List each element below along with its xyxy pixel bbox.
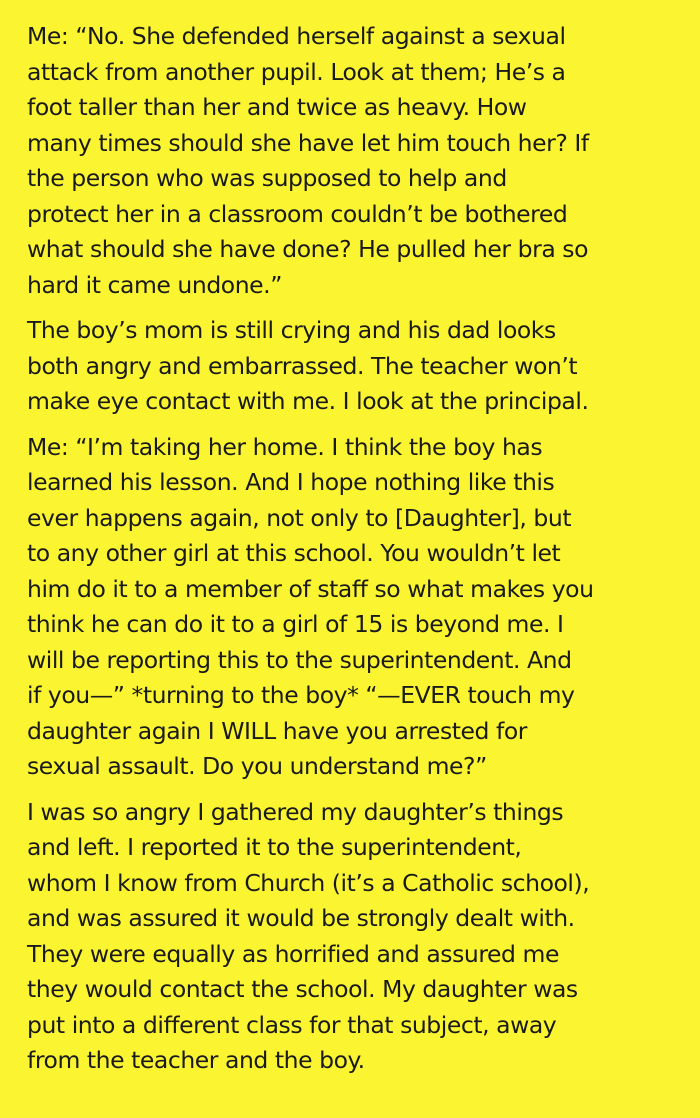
- text-line: ever happens again, not only to [Daughter], but: [27, 503, 572, 532]
- text-line: The boy’s mom is still crying and his dad looks: [27, 316, 556, 344]
- paragraph-2: [27, 313, 700, 420]
- text-line: what should she have done? He pulled her bra so: [27, 235, 589, 263]
- text-line: protect her in a classroom couldn’t be bothered: [27, 199, 568, 228]
- text-line: I was so angry I gathered my daughter’s things: [27, 797, 564, 826]
- text-line: and was assured it would be strongly dealt with.: [27, 904, 575, 932]
- text-line: sexual assault. Do you understand me?”: [27, 752, 487, 780]
- paragraph-4: [27, 795, 700, 1079]
- text-line: attack from another pupil. Look at them; He’s a: [27, 57, 566, 86]
- text-line: and left. I reported it to the superintendent,: [27, 833, 522, 861]
- text-line: will be reporting this to the superintendent. And: [27, 645, 572, 674]
- text-line: Me: “I’m taking her home. I think the boy has: [27, 432, 543, 461]
- text-line: think he can do it to a girl of 15 is beyond me. I: [27, 610, 564, 638]
- text-line: him do it to a member of staff so what makes you: [27, 574, 594, 603]
- text-line: put into a different class for that subject, away: [27, 1010, 557, 1039]
- text-line: many times should she have let him touch her? If: [27, 128, 589, 157]
- text-line: learned his lesson. And I hope nothing like this: [27, 468, 555, 496]
- text-line: Me: “No. She defended herself against a sexual: [27, 22, 566, 50]
- text-line: they would contact the school. My daughter was: [27, 975, 578, 1003]
- text-line: make eye contact with me. I look at the principal.: [27, 387, 589, 415]
- text-line: whom I know from Church (it’s a Catholic school),: [27, 868, 590, 897]
- paragraph-1: [27, 19, 700, 303]
- text-line: both angry and embarrassed. The teacher won’t: [27, 351, 578, 380]
- paragraph-3: [27, 430, 700, 785]
- text-line: daughter again I WILL have you arrested for: [27, 716, 527, 745]
- text-line: to any other girl at this school. You wouldn’t let: [27, 539, 561, 567]
- text-line: hard it came undone.”: [27, 270, 282, 299]
- text-line: They were equally as horrified and assured me: [27, 939, 559, 968]
- text-line: the person who was supposed to help and: [27, 164, 507, 192]
- text-line: foot taller than her and twice as heavy. How: [27, 93, 527, 121]
- text-line: from the teacher and the boy.: [27, 1046, 365, 1074]
- text-line: if you—” *turning to the boy* “—EVER touch my: [27, 681, 575, 709]
